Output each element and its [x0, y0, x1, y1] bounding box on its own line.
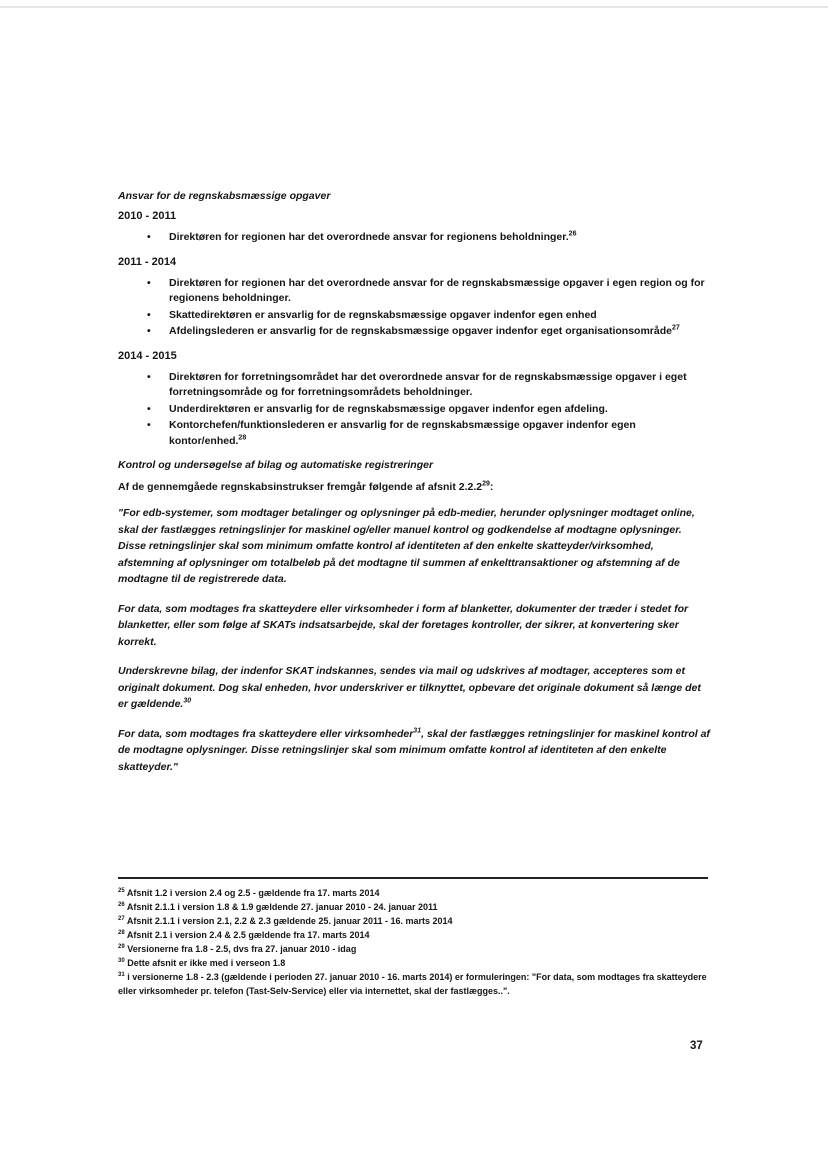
quote-paragraph: For data, som modtages fra skatteydere eller virksomheder$^{31}$, skal der fastlægges retningslinjer for maskinel kontrol af de modtagne oplysninger. Disse retningslinjer skal som minimum omfatte kontrol af identiteten af den enkelte skatteyder."	[118, 727, 710, 773]
footnote-ref: 29	[482, 480, 490, 488]
period-2010-2011	[118, 210, 710, 246]
list-item: • Direktøren for forretningsområdet har det overordnede ansvar for de regnskabsmæssige opgaver i eget forretningsområde og for forretningsområdets beholdninger.	[147, 370, 687, 398]
bullet-icon: •	[147, 402, 151, 415]
quote-paragraph: Underskrevne bilag, der indenfor SKAT indskannes, sendes via mail og udskrives af modtager, accepteres som et originalt dokument. Dog skal enheden, hvor underskriver er tilknyttet, opbevare det originale dokument så længe det er gældende.$^{30}$	[118, 665, 701, 710]
list-item: • Skattedirektøren er ansvarlig for de regnskabsmæssige opgaver indenfor egen enhed	[118, 308, 710, 324]
footnote-ref: 30	[183, 697, 192, 705]
document-body	[118, 190, 710, 788]
period-year: 2010 - 2011	[118, 210, 177, 222]
quote-paragraph: "For edb-systemer, som modtager betalinger og oplysninger på edb-medier, herunder oplysninger modtaget online, skal der fastlægges retningslinjer for maskinel og/eller manuel kontrol og godkendelse af modtagne oplysninger. Disse retningslinjer skal som minimum omfatte kontrol af identiteten af den enkelte skatteyder/virksomhed, afstemning af oplysninger om totalbeløb på det modtagne til summen af enkelttransaktioner og afstemning af de modtagne til de registrerede data.	[118, 507, 695, 585]
period-year: 2011 - 2014	[118, 255, 177, 268]
intro-paragraph: Af de gennemgåede regnskabsinstrukser fremgår følgende af afsnit 2.2.2$^{29}$:	[118, 480, 494, 493]
list-item: • Direktøren for regionen har det overordnede ansvar for de regnskabsmæssige opgaver i egen region og for regionens beholdninger.	[147, 276, 705, 304]
scan-edge-line	[0, 6, 828, 8]
footnote-ref: 31	[413, 727, 422, 734]
bullet-icon: •	[147, 276, 151, 289]
quote-paragraph: For data, som modtages fra skatteydere eller virksomheder i form af blanketter, dokumenter der træder i stedet for blanketter, eller som følge af SKATs indsatsarbejde, skal der foretages kontroller, der sikrer, at konvertering sker korrekt.	[118, 602, 689, 648]
footnote: $^{31}$ i versionerne 1.8 - 2.3 (gældende i perioden 27. januar 2010 - 16. marts 2014) er formuleringen: "For data, som modtages fra skatteydere eller virksomheder pr. telefon (Tast-Selv-Service) eller via internettet, skal der fastlægges..".	[118, 972, 707, 996]
footnote: $^{28}$ Afsnit 2.1 i version 2.4 & 2.5 gældende fra 17. marts 2014	[118, 930, 370, 940]
footnote: $^{29}$ Versionerne fra 1.8 - 2.5, dvs fra 27. januar 2010 - idag	[118, 944, 357, 954]
list-item: • Afdelingslederen er ansvarlig for de regnskabsmæssige opgaver indenfor eget organisationsområde$^{27}$	[118, 324, 710, 340]
period-year: 2014 - 2015	[118, 349, 177, 362]
bullet-icon: •	[147, 325, 151, 337]
section-heading: Ansvar for de regnskabsmæssige opgaver	[118, 190, 331, 202]
bullet-icon: •	[147, 308, 151, 321]
subheading: Kontrol og undersøgelse af bilag og automatiske registreringer	[118, 459, 434, 471]
bullet-icon: •	[147, 231, 151, 243]
bullet-list	[118, 276, 710, 340]
footnote: $^{26}$ Afsnit 2.1.1 i version 1.8 & 1.9 gældende 27. januar 2010 - 24. januar 2011	[118, 902, 438, 912]
footnote: $^{25}$ Afsnit 1.2 i version 2.4 og 2.5 - gældende fra 17. marts 2014	[118, 888, 380, 898]
footnote-ref: 26	[568, 230, 577, 238]
bullet-icon: •	[147, 370, 151, 383]
footnote: $^{30}$ Dette afsnit er ikke med i verseon 1.8	[118, 958, 286, 968]
footnote: $^{27}$ Afsnit 2.1.1 i version 2.1, 2.2 & 2.3 gældende 25. januar 2011 - 16. marts 2014	[118, 916, 453, 926]
footnote-separator	[118, 877, 708, 879]
period-2011-2014	[118, 256, 710, 340]
footnote-ref: 28	[238, 434, 247, 441]
list-item: • Direktøren for regionen har det overordnede ansvar for regionens beholdninger.$^{26}$	[118, 230, 710, 246]
period-2014-2015	[118, 350, 710, 450]
bullet-list	[118, 230, 710, 246]
bullet-icon: •	[147, 419, 151, 431]
list-item: • Underdirektøren er ansvarlig for de regnskabsmæssige opgaver indenfor egen afdeling.	[118, 402, 710, 418]
list-item: • Kontorchefen/funktionslederen er ansvarlig for de regnskabsmæssige opgaver indenfor egen kontor/enhed.$^{28}$	[147, 419, 636, 447]
footnote-ref: 27	[671, 324, 680, 332]
page-number: 37	[690, 1040, 703, 1052]
bullet-list	[118, 370, 710, 450]
footnotes	[118, 886, 714, 998]
